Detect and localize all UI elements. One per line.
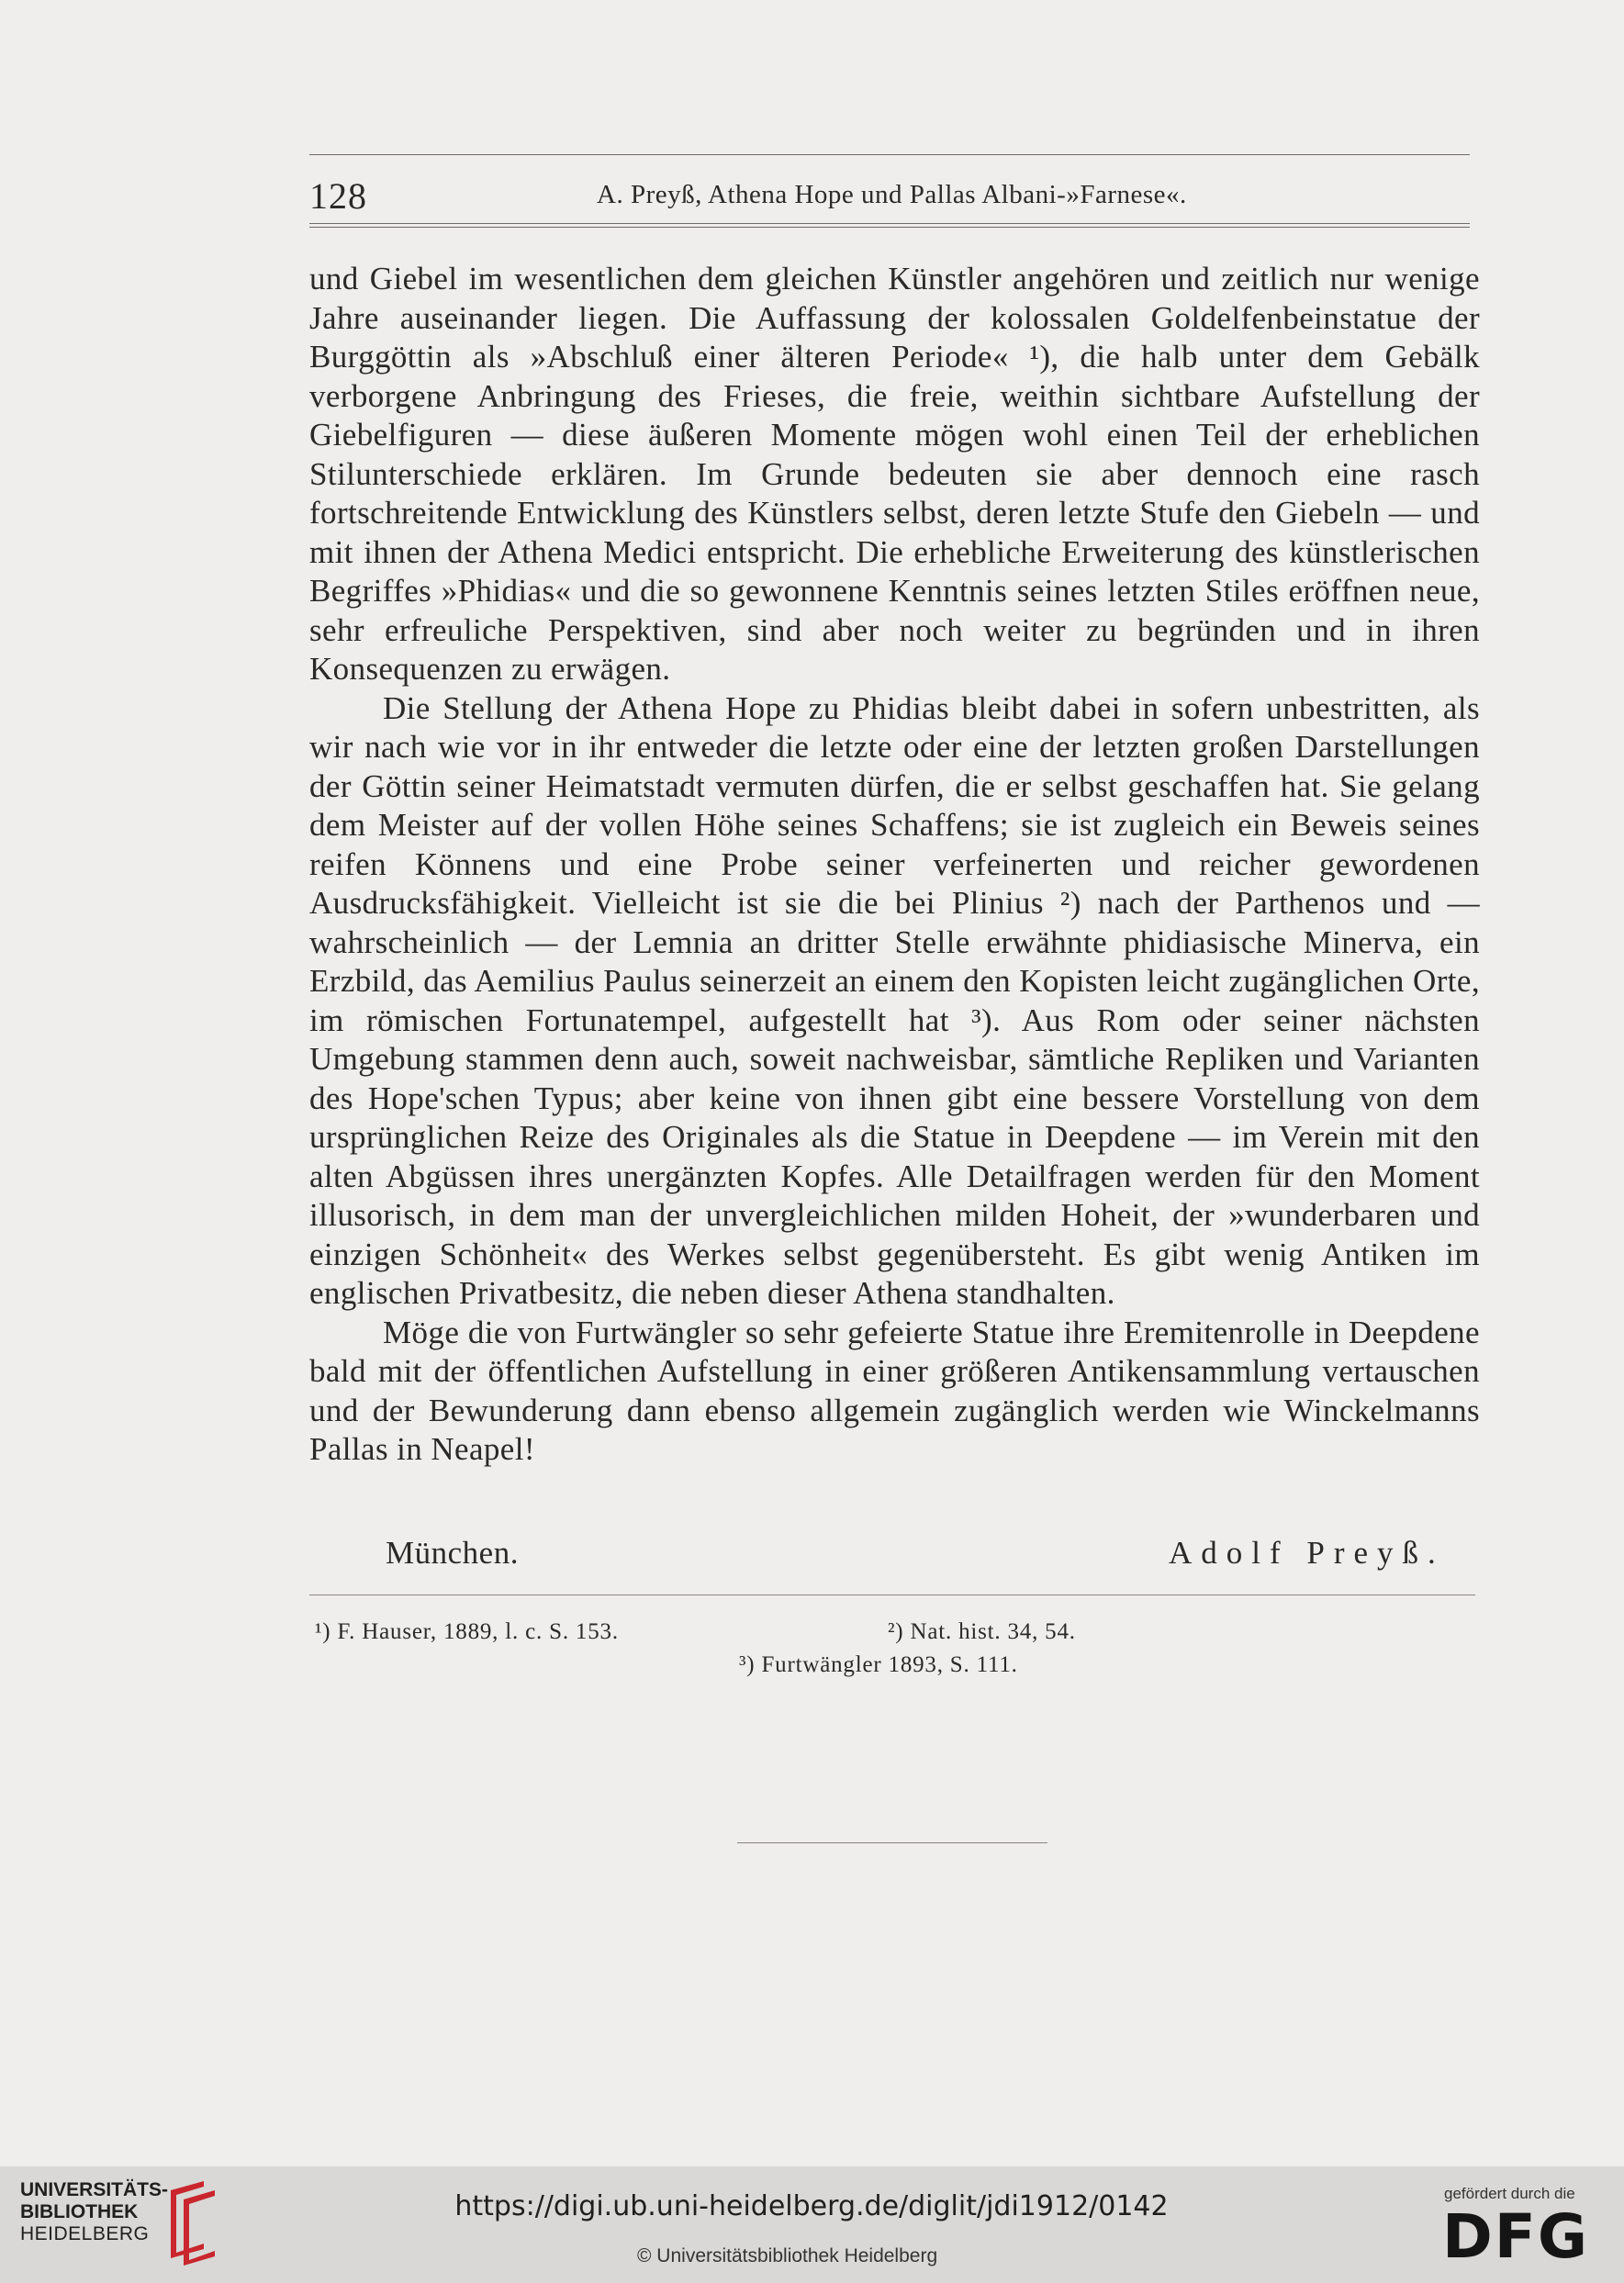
library-name-line3: HEIDELBERG <box>20 2223 150 2244</box>
paragraph-3: Möge die von Furtwängler so sehr gefeierte Statue ihre Eremitenrolle in Deepdene bald mit der öffentlichen Aufstellung in einer größeren Antikensammlung vertauschen und der Bewunderung dann ebenso allgemein zugänglich werden wie Winckelmanns Pallas in Neapel! <box>309 1314 1480 1467</box>
document-url-link[interactable]: https://digi.ub.uni-heidelberg.de/diglit/jdi1912/0142 <box>454 2190 1169 2222</box>
body-text <box>309 260 1480 1470</box>
footer-bar <box>0 2166 1624 2283</box>
header-bottom-rule-2 <box>309 227 1470 228</box>
page-number: 128 <box>309 175 367 217</box>
library-emblem-icon <box>163 2179 224 2267</box>
paragraph-1: und Giebel im wesentlichen dem gleichen Künstler angehören und zeitlich nur wenige Jahre auseinander liegen. Die Auffassung der kolossalen Goldelfenbeinstatue der Burggöttin als »Abschluß einer älteren Periode« ¹), die halb unter dem Gebälk verborgene Anbringung des Frieses, die freie, weithin sichtbare Aufstellung der Giebelfiguren — diese äußeren Momente mögen wohl einen Teil der erheblichen Stilunterschiede erklären. Im Grunde bedeuten sie aber dennoch eine rasch fortschreitende Entwicklung des Künstlers selbst, deren letzte Stufe den Giebeln — und mit ihnen der Athena Medici entspricht. Die erhebliche Erweiterung des künstlerischen Begriffes »Phidias« und die so gewonnene Kenntnis seines letzten Stiles eröffnen neue, sehr erfreuliche Perspektiven, sind aber noch weiter zu begründen und in ihren Konsequenzen zu erwägen. <box>309 261 1480 687</box>
end-rule <box>737 1842 1047 1843</box>
library-name-line1: UNIVERSITÄTS- <box>20 2179 169 2200</box>
funded-by-label: gefördert durch die <box>1444 2185 1575 2202</box>
page-header <box>309 165 1470 220</box>
running-title: A. Preyß, Athena Hope und Pallas Albani-»Farnese«. <box>597 180 1187 209</box>
paragraph-2: Die Stellung der Athena Hope zu Phidias bleibt dabei in sofern unbestritten, als wir nach wie vor in ihr entweder die letzte oder eine der letzten großen Darstellungen der Göttin seiner Heimatstadt vermuten dürfen, die er selbst geschaffen hat. Sie gelang dem Meister auf der vollen Höhe seines Schaffens; sie ist zugleich ein Beweis seines reifen Könnens und eine Probe seiner verfeinerten und reicher gewordenen Ausdrucksfähigkeit. Vielleicht ist sie die bei Plinius ²) nach der Parthenos und — wahrscheinlich — der Lemnia an dritter Stelle erwähnte phidiasische Minerva, ein Erzbild, das Aemilius Paulus seinerzeit an einem den Kopisten leicht zugänglichen Orte, im römischen Fortunatempel, aufgestellt hat ³). Aus Rom oder seiner nächsten Umgebung stammen denn auch, soweit nachweisbar, sämtliche Repliken und Varianten des Hope'schen Typus; aber keine von ihnen gibt eine bessere Vorstellung von dem ursprünglichen Reize des Originales als die Statue in Deepdene — im Verein mit den alten Abgüssen ihres unergänzten Kopfes. Alle Detailfragen werden für den Moment illusorisch, in dem man der unvergleichlichen milden Hoheit, der »wunderbaren und einzigen Schönheit« des Werkes selbst gegenübersteht. Es gibt wenig Antiken im englischen Privatbesitz, die neben dieser Athena standhalten. <box>309 689 1480 1311</box>
copyright-notice: © Universitätsbibliothek Heidelberg <box>637 2245 938 2266</box>
footnote-2: ²) Nat. hist. 34, 54. <box>888 1619 1076 1644</box>
header-top-rule <box>309 154 1470 155</box>
footnote-1: ¹) F. Hauser, 1889, l. c. S. 153. <box>315 1619 619 1644</box>
signature-place: München. <box>386 1535 519 1571</box>
header-bottom-rule <box>309 223 1470 224</box>
library-logo[interactable] <box>20 2179 168 2245</box>
signature-author: Adolf Preyß. <box>1169 1535 1445 1571</box>
footnote-3: ³) Furtwängler 1893, S. 111. <box>739 1652 1018 1677</box>
library-name-line2: BIBLIOTHEK <box>20 2201 139 2222</box>
dfg-logo[interactable]: DFG <box>1442 2201 1590 2272</box>
